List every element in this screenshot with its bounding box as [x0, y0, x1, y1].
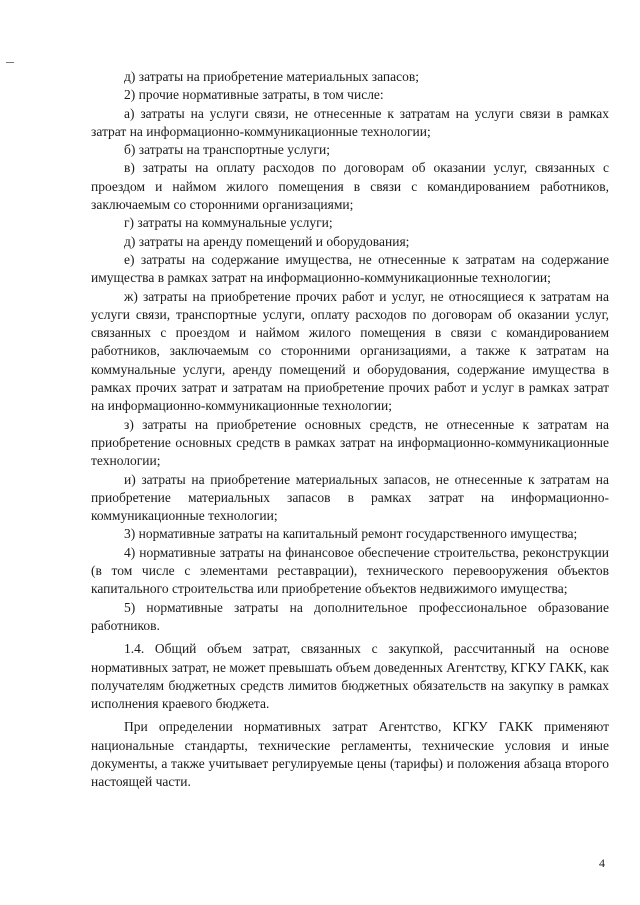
- scan-artifact: [6, 62, 14, 63]
- paragraph-4-construction: 4) нормативные затраты на финансовое обеспечение строительства, реконструкции (в том числе с элементами реставрации), технического перевооружения объектов капитального строительства или приобретение объектов недвижимого имущества;: [91, 544, 609, 597]
- paragraph-other-costs: 2) прочие нормативные затраты, в том числе:: [124, 87, 384, 103]
- paragraph-e-maintenance: е) затраты на содержание имущества, не отнесенные к затратам на содержание имущества в рамках затрат на информационно-коммуникационные технологии;: [91, 251, 609, 286]
- page-number: 4: [599, 856, 605, 870]
- paragraph-z-fixed-assets: з) затраты на приобретение основных средств, не отнесенные к затратам на приобретение основных средств в рамках затрат на информационно-коммуникационные технологии;: [91, 416, 609, 469]
- paragraph-a-communication: а) затраты на услуги связи, не отнесенные к затратам на услуги связи в рамках затрат на информационно-коммуникационные технологии;: [91, 105, 609, 139]
- document-body: [91, 68, 609, 792]
- paragraph-b-transport: б) затраты на транспортные услуги;: [124, 142, 330, 158]
- paragraph-standards: При определении нормативных затрат Агентство, КГКУ ГАКК применяют национальные стандарты, технические регламенты, технические условия и иные документы, а также учитывает регулируемые цены (тарифы) и положения абзаца второго настоящей части.: [91, 719, 609, 790]
- paragraph-i-material-stock: и) затраты на приобретение материальных запасов, не отнесенные к затратам на приобретение материальных запасов в рамках затрат на информационно-коммуникационные технологии;: [91, 471, 609, 524]
- paragraph-d-materials: д) затраты на приобретение материальных запасов;: [124, 69, 419, 84]
- paragraph-zh-other-works: ж) затраты на приобретение прочих работ и услуг, не относящиеся к затратам на услуги связи, транспортные услуги, оплату расходов по договорам об оказании услуг, связанных с проездом и наймом жилого помещения в связи с командированием работников, заключаемым со сторонними организациями, а также к затратам на коммунальные услуги, аренду помещений и оборудования, содержание имущества в рамках прочих затрат и затратам на приобретение прочих работ и услуг в рамках затрат на информационно-коммуникационные технологии;: [91, 288, 609, 414]
- paragraph-3-capital-repair: 3) нормативные затраты на капитальный ремонт государственного имущества;: [124, 526, 578, 542]
- paragraph-d-rent: д) затраты на аренду помещений и оборудования;: [124, 233, 410, 249]
- paragraph-g-utilities: г) затраты на коммунальные услуги;: [124, 215, 333, 231]
- paragraph-5-education: 5) нормативные затраты на дополнительное профессиональное образование работников.: [91, 599, 609, 633]
- paragraph-1-4-total-volume: 1.4. Общий объем затрат, связанных с закупкой, рассчитанный на основе нормативных затрат, не может превышать объем доведенных Агентству, КГКУ ГАКК, как получателям бюджетных средств лимитов бюджетных обязательств на закупку в рамках исполнения краевого бюджета.: [91, 641, 609, 712]
- paragraph-v-travel: в) затраты на оплату расходов по договорам об оказании услуг, связанных с проездом и наймом жилого помещения в связи с командированием работников, заключаемым со сторонними организациями;: [91, 160, 609, 213]
